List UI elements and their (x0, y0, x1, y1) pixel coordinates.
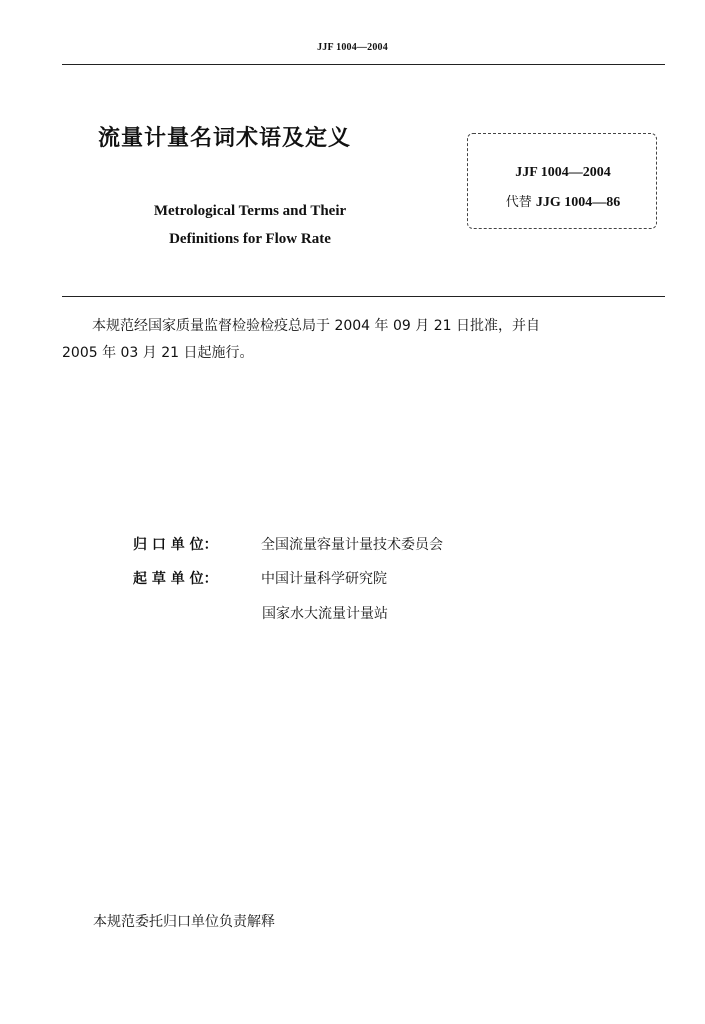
drafting-unit-value: 中国计量科学研究院 (261, 571, 387, 587)
responsible-unit-row (133, 534, 443, 554)
running-header: JJF 1004—2004 (317, 42, 388, 53)
english-title-line-2: Definitions for Flow Rate (169, 231, 331, 247)
approval-statement (62, 313, 662, 367)
interpretation-note: 本规范委托归口单位负责解释 (93, 914, 275, 930)
standard-code: JJF 1004—2004 (515, 165, 611, 180)
body-rule (62, 296, 665, 297)
approval-line-2: 2005 年 03 月 21 日起施行。 (62, 345, 254, 361)
approval-line-1: 本规范经国家质量监督检验检疫总局于 2004 年 09 月 21 日批准，并自 (92, 318, 540, 334)
responsible-unit-value: 全国流量容量计量技术委员会 (261, 537, 443, 553)
chinese-title: 流量计量名词术语及定义 (98, 126, 352, 151)
drafting-unit-value-2: 国家水大流量计量站 (262, 606, 388, 622)
english-title-line-1: Metrological Terms and Their (153, 203, 347, 219)
replaces-line (468, 191, 658, 211)
drafting-unit-row (133, 568, 387, 588)
drafting-unit-label: 起 草 单 位： (133, 571, 218, 587)
replaced-code: JJG 1004—86 (535, 195, 621, 210)
responsible-unit-label: 归 口 单 位： (133, 537, 218, 553)
standard-code-box (467, 133, 657, 229)
replaces-prefix: 代替 (505, 195, 536, 210)
header-rule (62, 64, 665, 65)
